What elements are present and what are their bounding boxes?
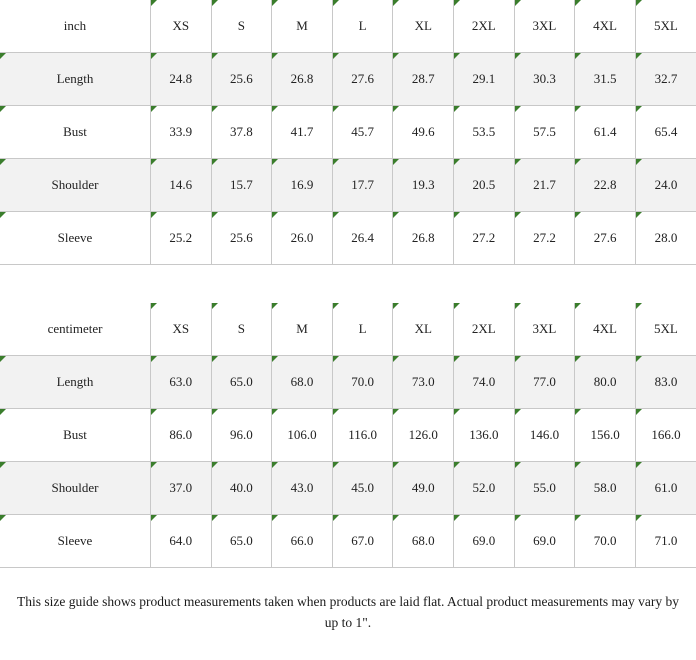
- table-row: [0, 515, 696, 568]
- measurement-cell: 33.9: [151, 106, 212, 159]
- table-row: [0, 462, 696, 515]
- measurement-cell: 24.8: [151, 53, 212, 106]
- measurement-cell: 96.0: [211, 409, 272, 462]
- measurement-cell: 70.0: [575, 515, 636, 568]
- measurement-cell: 68.0: [272, 356, 333, 409]
- measurement-cell: 14.6: [151, 159, 212, 212]
- column-header: XS: [151, 303, 212, 356]
- measurement-cell: 64.0: [151, 515, 212, 568]
- measurement-cell: 21.7: [514, 159, 575, 212]
- measurement-cell: 65.0: [211, 515, 272, 568]
- measurement-cell: 45.0: [332, 462, 393, 515]
- measurement-cell: 45.7: [332, 106, 393, 159]
- measurement-cell: 25.2: [151, 212, 212, 265]
- measurement-cell: 31.5: [575, 53, 636, 106]
- column-header: L: [332, 0, 393, 53]
- table-row: [0, 409, 696, 462]
- measurement-cell: 40.0: [211, 462, 272, 515]
- size-table-centimeter: [0, 303, 696, 568]
- measurement-cell: 27.2: [454, 212, 515, 265]
- column-header: 3XL: [514, 303, 575, 356]
- measurement-cell: 28.0: [635, 212, 696, 265]
- column-header: L: [332, 303, 393, 356]
- measurement-cell: 37.8: [211, 106, 272, 159]
- column-header: 4XL: [575, 0, 636, 53]
- measurement-cell: 70.0: [332, 356, 393, 409]
- measurement-cell: 29.1: [454, 53, 515, 106]
- row-label: Sleeve: [0, 212, 151, 265]
- measurement-cell: 69.0: [514, 515, 575, 568]
- table-row: [0, 212, 696, 265]
- measurement-cell: 27.6: [332, 53, 393, 106]
- measurement-cell: 69.0: [454, 515, 515, 568]
- measurement-cell: 27.6: [575, 212, 636, 265]
- row-label: Length: [0, 356, 151, 409]
- measurement-cell: 66.0: [272, 515, 333, 568]
- measurement-cell: 65.0: [211, 356, 272, 409]
- size-guide-footnote: This size guide shows product measurements taken when products are laid flat. Actual product measurements may vary by up to 1".: [16, 594, 680, 630]
- measurement-cell: 32.7: [635, 53, 696, 106]
- measurement-cell: 52.0: [454, 462, 515, 515]
- table-row: [0, 106, 696, 159]
- measurement-cell: 37.0: [151, 462, 212, 515]
- measurement-cell: 26.8: [272, 53, 333, 106]
- column-header: 3XL: [514, 0, 575, 53]
- measurement-cell: 80.0: [575, 356, 636, 409]
- measurement-cell: 116.0: [332, 409, 393, 462]
- row-label: Shoulder: [0, 159, 151, 212]
- column-header: S: [211, 303, 272, 356]
- column-header: S: [211, 0, 272, 53]
- measurement-cell: 41.7: [272, 106, 333, 159]
- measurement-cell: 58.0: [575, 462, 636, 515]
- measurement-cell: 16.9: [272, 159, 333, 212]
- measurement-cell: 61.4: [575, 106, 636, 159]
- unit-label-centimeter: centimeter: [0, 303, 151, 356]
- size-table-inch: [0, 0, 696, 265]
- column-header: XL: [393, 303, 454, 356]
- row-label: Bust: [0, 409, 151, 462]
- measurement-cell: 15.7: [211, 159, 272, 212]
- column-header: 5XL: [635, 0, 696, 53]
- measurement-cell: 22.8: [575, 159, 636, 212]
- column-header: 5XL: [635, 303, 696, 356]
- measurement-cell: 86.0: [151, 409, 212, 462]
- measurement-cell: 26.4: [332, 212, 393, 265]
- table-header-row: [0, 0, 696, 53]
- measurement-cell: 17.7: [332, 159, 393, 212]
- measurement-cell: 136.0: [454, 409, 515, 462]
- row-label: Bust: [0, 106, 151, 159]
- measurement-cell: 71.0: [635, 515, 696, 568]
- measurement-cell: 27.2: [514, 212, 575, 265]
- table-row: [0, 159, 696, 212]
- column-header: XS: [151, 0, 212, 53]
- row-label: Shoulder: [0, 462, 151, 515]
- measurement-cell: 77.0: [514, 356, 575, 409]
- column-header: 4XL: [575, 303, 636, 356]
- measurement-cell: 57.5: [514, 106, 575, 159]
- measurement-cell: 74.0: [454, 356, 515, 409]
- table-row: [0, 53, 696, 106]
- measurement-cell: 106.0: [272, 409, 333, 462]
- measurement-cell: 24.0: [635, 159, 696, 212]
- measurement-cell: 19.3: [393, 159, 454, 212]
- column-header: M: [272, 0, 333, 53]
- measurement-cell: 166.0: [635, 409, 696, 462]
- measurement-cell: 53.5: [454, 106, 515, 159]
- measurement-cell: 55.0: [514, 462, 575, 515]
- table-spacer: [0, 265, 696, 303]
- measurement-cell: 26.8: [393, 212, 454, 265]
- measurement-cell: 63.0: [151, 356, 212, 409]
- measurement-cell: 83.0: [635, 356, 696, 409]
- measurement-cell: 20.5: [454, 159, 515, 212]
- unit-label-inch: inch: [0, 0, 151, 53]
- measurement-cell: 156.0: [575, 409, 636, 462]
- measurement-cell: 49.0: [393, 462, 454, 515]
- measurement-cell: 126.0: [393, 409, 454, 462]
- column-header: XL: [393, 0, 454, 53]
- row-label: Length: [0, 53, 151, 106]
- measurement-cell: 61.0: [635, 462, 696, 515]
- column-header: 2XL: [454, 303, 515, 356]
- measurement-cell: 25.6: [211, 212, 272, 265]
- table-header-row: [0, 303, 696, 356]
- measurement-cell: 67.0: [332, 515, 393, 568]
- measurement-cell: 26.0: [272, 212, 333, 265]
- measurement-cell: 25.6: [211, 53, 272, 106]
- measurement-cell: 28.7: [393, 53, 454, 106]
- measurement-cell: 49.6: [393, 106, 454, 159]
- measurement-cell: 43.0: [272, 462, 333, 515]
- column-header: M: [272, 303, 333, 356]
- row-label: Sleeve: [0, 515, 151, 568]
- measurement-cell: 30.3: [514, 53, 575, 106]
- measurement-cell: 73.0: [393, 356, 454, 409]
- measurement-cell: 68.0: [393, 515, 454, 568]
- column-header: 2XL: [454, 0, 515, 53]
- measurement-cell: 65.4: [635, 106, 696, 159]
- table-row: [0, 356, 696, 409]
- measurement-cell: 146.0: [514, 409, 575, 462]
